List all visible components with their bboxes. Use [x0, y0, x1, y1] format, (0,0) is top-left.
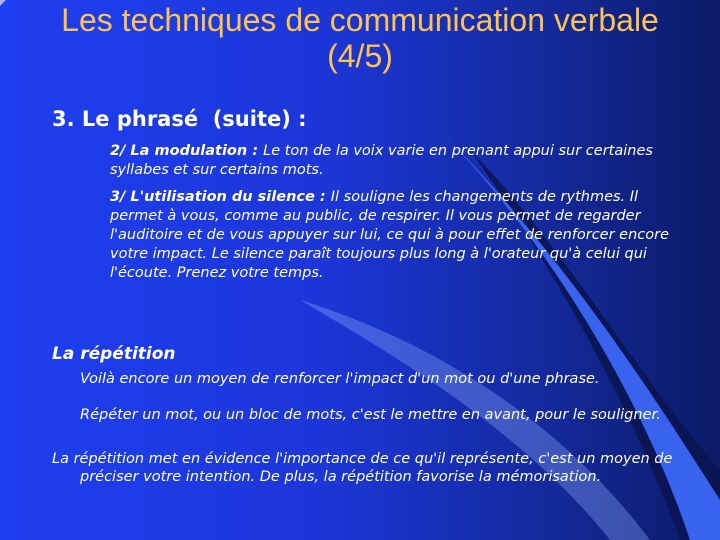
point-silence — [110, 188, 678, 283]
section-subheading: 3. Le phrasé (suite) : — [52, 107, 307, 131]
repetition-line-1: Voilà encore un moyen de renforcer l'impact d'un mot ou d'une phrase. — [80, 371, 600, 387]
repetition-paragraph: La répétition met en évidence l'importance de ce qu'il représente, c'est un moyen de préciser votre intention. De plus, la répétition favorise la mémorisation. — [52, 451, 673, 485]
repetition-line-2: Répéter un mot, ou un bloc de mots, c'est le mettre en avant, pour le souligner. — [80, 407, 661, 423]
point-silence-text: Il souligne les changements de rythmes. Il permet à vous, comme au public, de respirer. Il vous permet de regarder l'auditoire et de vous appuyer sur lui, ce qui à pour effet de renforcer encore votre impact. Le silence paraît toujours plus long à l'orateur qu'à celui qui l'écoute. Prenez votre temps. — [110, 189, 670, 281]
slide-title: Les techniques de communication verbale (4/5) — [61, 2, 659, 74]
repetition-heading: La répétition — [52, 344, 176, 364]
point-silence-lead: 3/ L'utilisation du silence : — [110, 189, 331, 205]
point-modulation-text: Le ton de la voix varie en prenant appui sur certaines syllabes et sur certains mots. — [110, 143, 653, 178]
point-modulation — [110, 142, 678, 180]
point-modulation-lead: 2/ La modulation : — [110, 143, 264, 159]
